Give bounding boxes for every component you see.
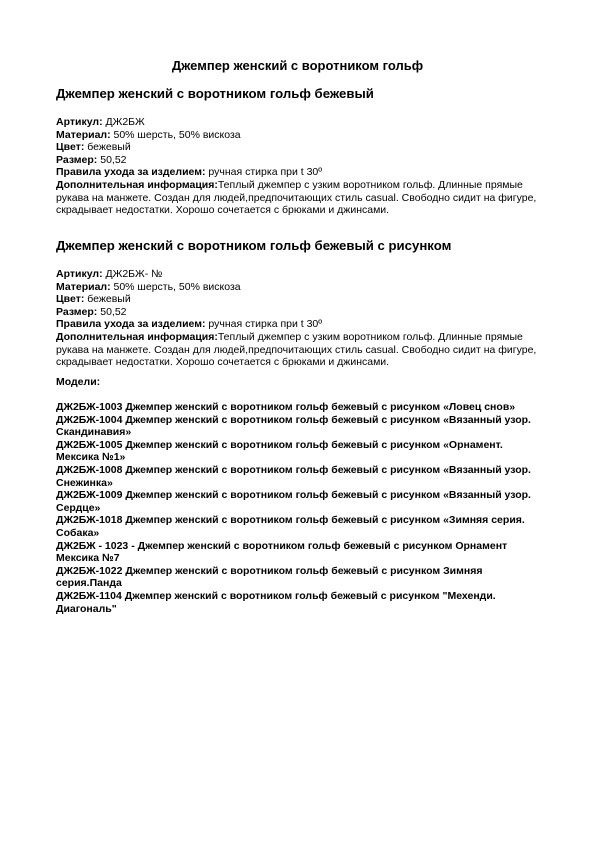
color-field (56, 293, 546, 306)
list-item: ДЖ2БЖ-1008 Джемпер женский с воротником гольф бежевый с рисунком «Вязанный узор. Снежинка» (56, 464, 531, 489)
field-value: Теплый джемпер с узким воротником гольф. Длинные прямые рукава на манжете. Создан для людей,предпочитающих стиль casual. Свободно сидит на фигуре, скрадывает недостатки. Хорошо сочетается с брюками и джинсами. (56, 178, 537, 217)
list-item: ДЖ2БЖ-1004 Джемпер женский с воротником гольф бежевый с рисунком «Вязанный узор. Скандинавия» (56, 413, 531, 439)
field-value: ДЖ2БЖ- № (102, 268, 163, 280)
field-value: ручная стирка при t 30º (205, 318, 323, 331)
list-item: ДЖ2БЖ - 1023 - Джемпер женский с воротником гольф бежевый с рисунком Орнамент Мексика №7 (56, 539, 508, 565)
list-item: ДЖ2БЖ-1003 Джемпер женский с воротником гольф бежевый с рисунком «Ловец снов» (56, 401, 516, 414)
field-label: Цвет: (56, 141, 85, 154)
document-title: Джемпер женский с воротником гольф (171, 58, 424, 73)
material-field (56, 129, 546, 142)
list-item: ДЖ2БЖ-1018 Джемпер женский с воротником гольф бежевый с рисунком «Зимняя серия. Собака» (56, 514, 525, 540)
size-field (56, 154, 546, 167)
info-field (56, 179, 546, 217)
field-label: Артикул: (56, 268, 103, 280)
field-value: ДЖ2БЖ (102, 116, 145, 128)
list-item: ДЖ2БЖ-1022 Джемпер женский с воротником гольф бежевый с рисунком Зимняя серия.Панда (56, 564, 483, 590)
color-field (56, 141, 546, 154)
field-label: Цвет: (56, 293, 85, 306)
field-label: Размер: (56, 305, 98, 318)
field-label: Правила ухода за изделием: (56, 166, 206, 179)
article-field (56, 268, 546, 281)
models-heading: Модели: (56, 376, 101, 388)
size-field (56, 306, 546, 319)
list-item: ДЖ2БЖ-1005 Джемпер женский с воротником гольф бежевый с рисунком «Орнамент. Мексика №1» (56, 438, 503, 464)
product-title: Джемпер женский с воротником гольф бежевый с рисунком (56, 238, 452, 253)
care-field (56, 166, 546, 179)
field-value: 50% шерсть, 50% вискоза (110, 280, 241, 293)
field-label: Правила ухода за изделием: (56, 318, 206, 331)
field-label: Дополнительная информация: (56, 330, 218, 343)
field-value: Теплый джемпер с узким воротником гольф. Длинные прямые рукава на манжете. Создан для людей,предпочитающих стиль casual. Свободно сидит на фигуре, скрадывает недостатки. Хорошо сочетается с брюками и джинсами. (56, 330, 537, 369)
field-value: 50% шерсть, 50% вискоза (110, 128, 241, 141)
list-item: ДЖ2БЖ-1009 Джемпер женский с воротником гольф бежевый с рисунком «Вязанный узор. Сердце» (56, 489, 531, 514)
info-field (56, 331, 546, 369)
material-field (56, 281, 546, 294)
field-label: Размер: (56, 153, 98, 166)
product-section (56, 238, 546, 369)
field-label: Артикул: (56, 116, 103, 128)
field-label: Дополнительная информация: (56, 178, 218, 191)
field-label: Материал: (56, 128, 111, 141)
product-title: Джемпер женский с воротником гольф бежевый (56, 86, 374, 101)
field-value: бежевый (84, 293, 131, 306)
field-value: ручная стирка при t 30º (205, 166, 323, 179)
field-value: 50,52 (97, 305, 127, 318)
field-label: Материал: (56, 280, 111, 293)
list-item: ДЖ2БЖ-1104 Джемпер женский с воротником гольф бежевый с рисунком "Мехенди. Диагональ" (56, 590, 496, 615)
models-section (56, 376, 546, 615)
product-section (56, 86, 546, 217)
article-field (56, 116, 546, 129)
field-value: 50,52 (97, 153, 127, 166)
field-value: бежевый (84, 141, 131, 154)
care-field (56, 318, 546, 331)
